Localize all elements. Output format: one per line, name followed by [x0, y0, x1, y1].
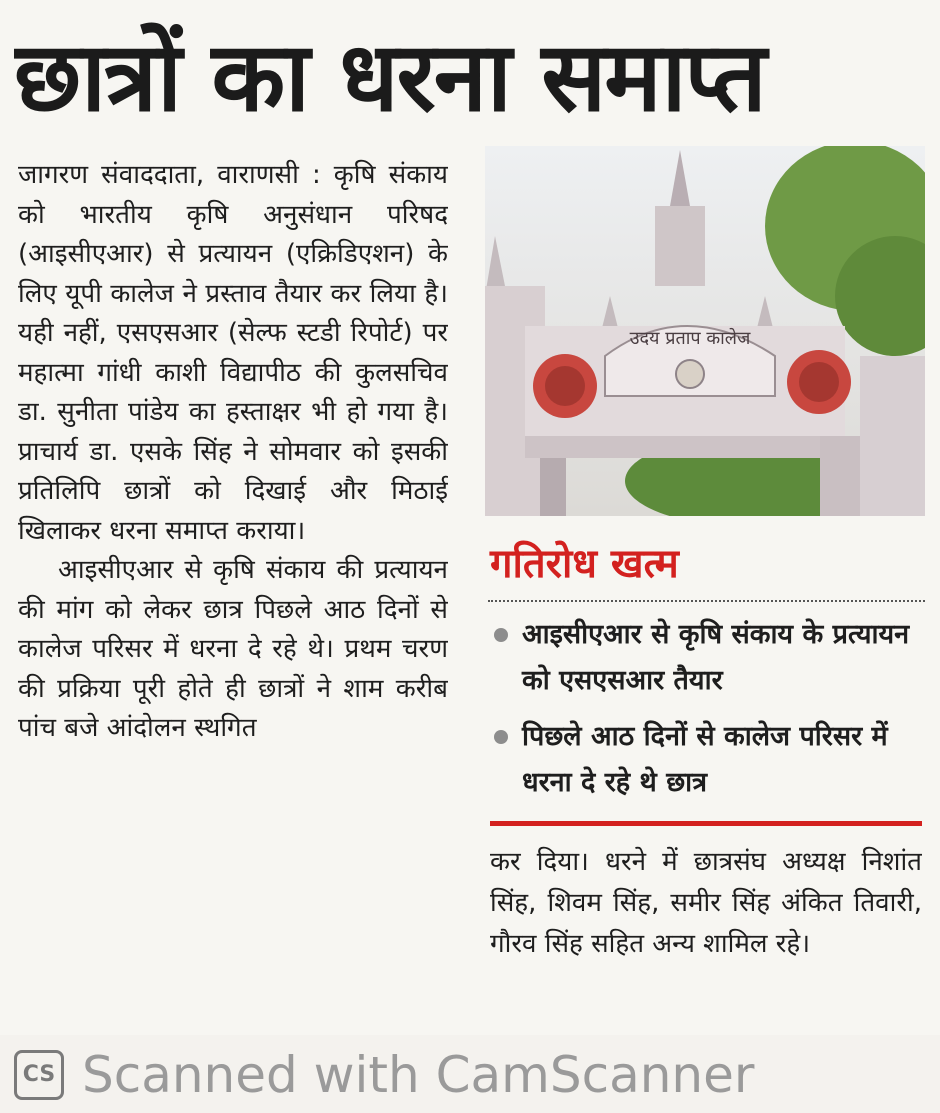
highlight-heading: गतिरोध खत्म [490, 541, 679, 587]
college-gate-photo [485, 146, 925, 516]
bullet-dot-icon [494, 628, 508, 642]
dotted-divider [488, 600, 925, 602]
bullet-dot-icon [494, 730, 508, 744]
bullet-text: आइसीएआर से कृषि संकाय के प्रत्यायन को एसएसआर तैयार [522, 619, 910, 696]
headline: छात्रों का धरना समाप्त [14, 21, 765, 133]
bullet-text: पिछले आठ दिनों से कालेज परिसर में धरना दे रहे थे छात्र [522, 721, 888, 798]
highlight-bullet [490, 714, 930, 806]
article-body-right [490, 842, 922, 1022]
watermark-text: Scanned with CamScanner [82, 1046, 755, 1104]
article-paragraph: जागरण संवाददाता, वाराणसी : कृषि संकाय को भारतीय कृषि अनुसंधान परिषद (आइसीएआर) से प्रत्यायन (एक्रिडिएशन) के लिए यूपी कालेज ने प्रस्ताव तैयार कर लिया है। यही नहीं, एसएसआर (सेल्फ स्टडी रिपोर्ट) पर महात्मा गांधी काशी विद्यापीठ की कुलसचिव डा. सुनीता पांडेय का हस्ताक्षर भी हो गया है। प्राचार्य डा. एसके सिंह ने सोमवार को इसकी प्रतिलिपि छात्रों को दिखाई और मिठाई खिलाकर धरना समाप्त कराया। [18, 160, 448, 546]
article-paragraph: आइसीएआर से कृषि संकाय की प्रत्यायन की मांग को लेकर छात्र पिछले आठ दिनों से कालेज परिसर में धरना दे रहे थे। प्रथम चरण की प्रक्रिया पूरी होते ही छात्रों ने शाम करीब पांच बजे आंदोलन स्थगित [18, 555, 448, 743]
red-rule [490, 821, 922, 826]
highlight-bullets [490, 612, 930, 816]
article-body-left [18, 156, 448, 1016]
camscanner-logo: CS [14, 1050, 64, 1100]
article-paragraph: कर दिया। धरने में छात्रसंघ अध्यक्ष निशांत सिंह, शिवम सिंह, समीर सिंह अंकित तिवारी, गौरव सिंह सहित अन्य शामिल रहे। [490, 847, 922, 959]
scanner-watermark [0, 1040, 940, 1110]
gate-sign-text: उदय प्रताप कालेज [629, 328, 751, 349]
highlight-bullet [490, 612, 930, 704]
